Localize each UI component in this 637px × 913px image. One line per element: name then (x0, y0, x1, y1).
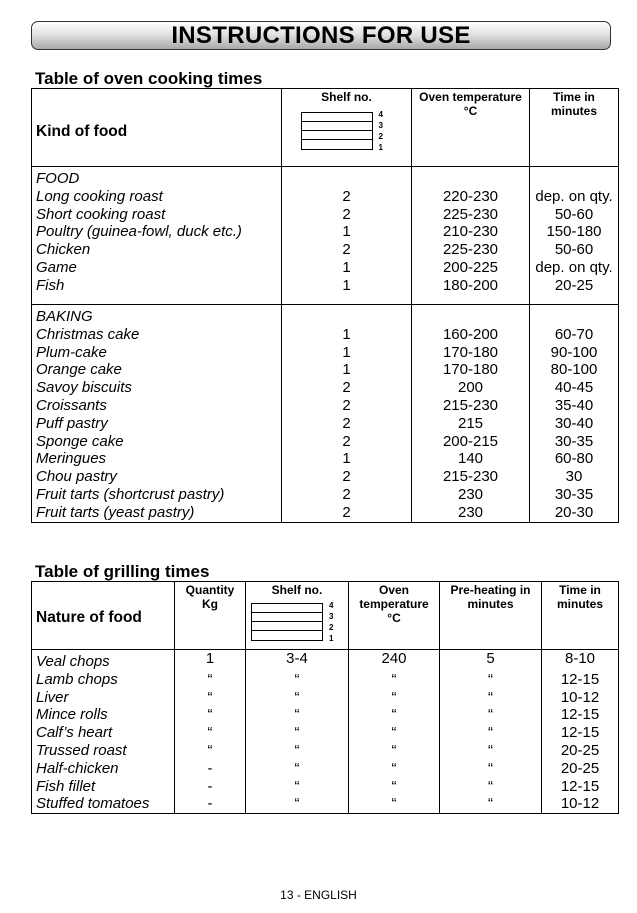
time-value: 150-180 (530, 223, 619, 241)
food-name: Game (32, 259, 282, 277)
grill-header-row (32, 582, 619, 650)
table-row (32, 415, 619, 433)
time-value: 12-15 (542, 778, 619, 796)
temperature-value: 160-200 (412, 326, 530, 344)
table-row (32, 742, 619, 760)
table-row (32, 706, 619, 724)
preheat-value: “ (440, 778, 542, 796)
food-name: Calf’s heart (32, 724, 175, 742)
time-value: 40-45 (530, 379, 619, 397)
shelf-number: 1 (378, 143, 383, 152)
shelf-value: “ (246, 760, 349, 778)
column-header-oven-temperature: Oven temperature °C (349, 582, 440, 650)
shelf-number: 3 (329, 612, 334, 621)
time-value: 10-12 (542, 795, 619, 813)
shelf-value: “ (246, 689, 349, 707)
food-name: Liver (32, 689, 175, 707)
food-name: Short cooking roast (32, 206, 282, 224)
oven-table-body (32, 167, 619, 523)
shelf-diagram-box (301, 112, 373, 150)
table-row (32, 468, 619, 486)
table-row (32, 450, 619, 468)
table-cell (282, 167, 412, 188)
shelf-number: 4 (329, 601, 334, 610)
temperature-value: “ (349, 689, 440, 707)
table-row (32, 778, 619, 796)
table-row (32, 241, 619, 259)
shelf-value: 2 (282, 241, 412, 259)
time-value: 8-10 (542, 650, 619, 671)
shelf-value: 1 (282, 259, 412, 277)
shelf-value: 1 (282, 450, 412, 468)
time-value: 30-35 (530, 433, 619, 451)
food-name: Fruit tarts (shortcrust pastry) (32, 486, 282, 504)
oven-cooking-table (31, 88, 619, 523)
temperature-value: 225-230 (412, 241, 530, 259)
temperature-value: 170-180 (412, 344, 530, 362)
food-name: Veal chops (32, 650, 175, 671)
temperature-value: 230 (412, 486, 530, 504)
food-name: Chicken (32, 241, 282, 259)
table-row (32, 689, 619, 707)
preheat-value: “ (440, 724, 542, 742)
food-name: Croissants (32, 397, 282, 415)
preheat-value: “ (440, 689, 542, 707)
food-name: Half-chicken (32, 760, 175, 778)
column-header-shelf (246, 582, 349, 650)
time-value: 80-100 (530, 361, 619, 379)
food-name: Sponge cake (32, 433, 282, 451)
food-name: Mince rolls (32, 706, 175, 724)
shelf-diagram (251, 601, 343, 645)
shelf-value: 3-4 (246, 650, 349, 671)
food-name: Stuffed tomatoes (32, 795, 175, 813)
preheat-value: “ (440, 760, 542, 778)
column-header-time: Time in minutes (542, 582, 619, 650)
grill-table-body (32, 650, 619, 814)
shelf-value: 2 (282, 379, 412, 397)
column-header-quantity: Quantity Kg (175, 582, 246, 650)
table-row (32, 223, 619, 241)
temperature-value: “ (349, 742, 440, 760)
shelf-diagram (301, 110, 393, 154)
table-row (32, 650, 619, 671)
column-header-shelf (282, 89, 412, 167)
food-name: Trussed roast (32, 742, 175, 760)
time-value: 50-60 (530, 241, 619, 259)
food-group-row (32, 167, 619, 188)
preheat-value: “ (440, 742, 542, 760)
spacer-row (32, 295, 619, 305)
group-heading: BAKING (32, 305, 282, 326)
page-footer: 13 - ENGLISH (280, 888, 357, 902)
food-name: Meringues (32, 450, 282, 468)
shelf-number: 2 (378, 132, 383, 141)
table-row (32, 671, 619, 689)
time-value: 10-12 (542, 689, 619, 707)
food-name: Poultry (guinea-fowl, duck etc.) (32, 223, 282, 241)
table-cell (282, 305, 412, 326)
temperature-value: 210-230 (412, 223, 530, 241)
temperature-value: “ (349, 795, 440, 813)
temperature-value: “ (349, 778, 440, 796)
temperature-value: 200-225 (412, 259, 530, 277)
temperature-value: 220-230 (412, 188, 530, 206)
shelf-value: 2 (282, 468, 412, 486)
food-name: Fruit tarts (yeast pastry) (32, 504, 282, 522)
time-value: 30-40 (530, 415, 619, 433)
preheat-value: “ (440, 706, 542, 724)
table-row (32, 188, 619, 206)
shelf-value: 1 (282, 326, 412, 344)
time-value: 12-15 (542, 706, 619, 724)
temperature-value: 170-180 (412, 361, 530, 379)
table-cell (282, 295, 412, 305)
table-row (32, 486, 619, 504)
shelf-value: 2 (282, 486, 412, 504)
time-value: 50-60 (530, 206, 619, 224)
shelf-label: Shelf no. (271, 583, 323, 597)
temperature-value: 215-230 (412, 468, 530, 486)
shelf-value: 1 (282, 223, 412, 241)
shelf-value: “ (246, 724, 349, 742)
shelf-value: 2 (282, 433, 412, 451)
time-value: 20-25 (530, 277, 619, 295)
column-header-oven-temperature: Oven temperature °C (412, 89, 530, 167)
temperature-value: 200 (412, 379, 530, 397)
column-header-time: Time in minutes (530, 89, 619, 167)
shelf-value: “ (246, 671, 349, 689)
table-cell (32, 295, 282, 305)
temperature-value: “ (349, 671, 440, 689)
shelf-value: 1 (282, 344, 412, 362)
shelf-value: “ (246, 742, 349, 760)
time-value: 35-40 (530, 397, 619, 415)
column-header-nature-of-food: Nature of food (32, 582, 175, 650)
temperature-value: 180-200 (412, 277, 530, 295)
grilling-table (31, 581, 619, 814)
table-cell (530, 167, 619, 188)
shelf-number: 1 (329, 634, 334, 643)
shelf-value: “ (246, 795, 349, 813)
table-row (32, 504, 619, 522)
food-name: Chou pastry (32, 468, 282, 486)
food-name: Christmas cake (32, 326, 282, 344)
time-value: 20-30 (530, 504, 619, 522)
table-row (32, 379, 619, 397)
table-cell (530, 295, 619, 305)
time-value: 20-25 (542, 760, 619, 778)
shelf-number: 4 (378, 110, 383, 119)
quantity-value: “ (175, 671, 246, 689)
baking-group-row (32, 305, 619, 326)
shelf-value: 1 (282, 277, 412, 295)
grill-table-title: Table of grilling times (35, 562, 210, 581)
food-name: Long cooking roast (32, 188, 282, 206)
shelf-value: 2 (282, 206, 412, 224)
table-cell (530, 305, 619, 326)
shelf-number: 2 (329, 623, 334, 632)
temperature-value: “ (349, 724, 440, 742)
shelf-diagram-box (251, 603, 323, 641)
table-cell (412, 305, 530, 326)
time-value: 90-100 (530, 344, 619, 362)
temperature-value: 200-215 (412, 433, 530, 451)
shelf-value: 2 (282, 188, 412, 206)
shelf-value: “ (246, 778, 349, 796)
table-row (32, 326, 619, 344)
temperature-value: 140 (412, 450, 530, 468)
time-value: 30-35 (530, 486, 619, 504)
temperature-value: 230 (412, 504, 530, 522)
preheat-value: “ (440, 795, 542, 813)
time-value: 60-80 (530, 450, 619, 468)
temperature-value: “ (349, 706, 440, 724)
time-value: 30 (530, 468, 619, 486)
time-value: 12-15 (542, 671, 619, 689)
page-banner (31, 21, 611, 50)
table-cell (412, 167, 530, 188)
shelf-number: 3 (378, 121, 383, 130)
food-name: Plum-cake (32, 344, 282, 362)
time-value: dep. on qty. (530, 188, 619, 206)
table-row (32, 259, 619, 277)
time-value: 12-15 (542, 724, 619, 742)
food-name: Lamb chops (32, 671, 175, 689)
shelf-value: “ (246, 706, 349, 724)
quantity-value: “ (175, 706, 246, 724)
time-value: dep. on qty. (530, 259, 619, 277)
table-row (32, 433, 619, 451)
table-row (32, 344, 619, 362)
shelf-label: Shelf no. (321, 90, 372, 104)
food-name: Fish (32, 277, 282, 295)
group-heading: FOOD (32, 167, 282, 188)
quantity-value: “ (175, 742, 246, 760)
table-row (32, 760, 619, 778)
quantity-value: “ (175, 689, 246, 707)
quantity-value: - (175, 778, 246, 796)
food-name: Savoy biscuits (32, 379, 282, 397)
page-title: INSTRUCTIONS FOR USE (171, 22, 471, 49)
shelf-value: 2 (282, 415, 412, 433)
food-name: Orange cake (32, 361, 282, 379)
food-name: Puff pastry (32, 415, 282, 433)
table-row (32, 397, 619, 415)
preheat-value: 5 (440, 650, 542, 671)
table-row (32, 724, 619, 742)
shelf-value: 1 (282, 361, 412, 379)
preheat-value: “ (440, 671, 542, 689)
temperature-value: 240 (349, 650, 440, 671)
temperature-value: 215-230 (412, 397, 530, 415)
oven-table-title: Table of oven cooking times (35, 69, 263, 88)
table-row (32, 206, 619, 224)
table-row (32, 795, 619, 813)
temperature-value: 215 (412, 415, 530, 433)
table-row (32, 361, 619, 379)
shelf-value: 2 (282, 397, 412, 415)
food-name: Fish fillet (32, 778, 175, 796)
column-header-kind-of-food: Kind of food (32, 89, 282, 167)
oven-header-row (32, 89, 619, 167)
time-value: 20-25 (542, 742, 619, 760)
quantity-value: 1 (175, 650, 246, 671)
time-value: 60-70 (530, 326, 619, 344)
column-header-preheating: Pre-heating in minutes (440, 582, 542, 650)
quantity-value: “ (175, 724, 246, 742)
temperature-value: “ (349, 760, 440, 778)
temperature-value: 225-230 (412, 206, 530, 224)
table-cell (412, 295, 530, 305)
table-row (32, 277, 619, 295)
quantity-value: - (175, 760, 246, 778)
shelf-value: 2 (282, 504, 412, 522)
quantity-value: - (175, 795, 246, 813)
